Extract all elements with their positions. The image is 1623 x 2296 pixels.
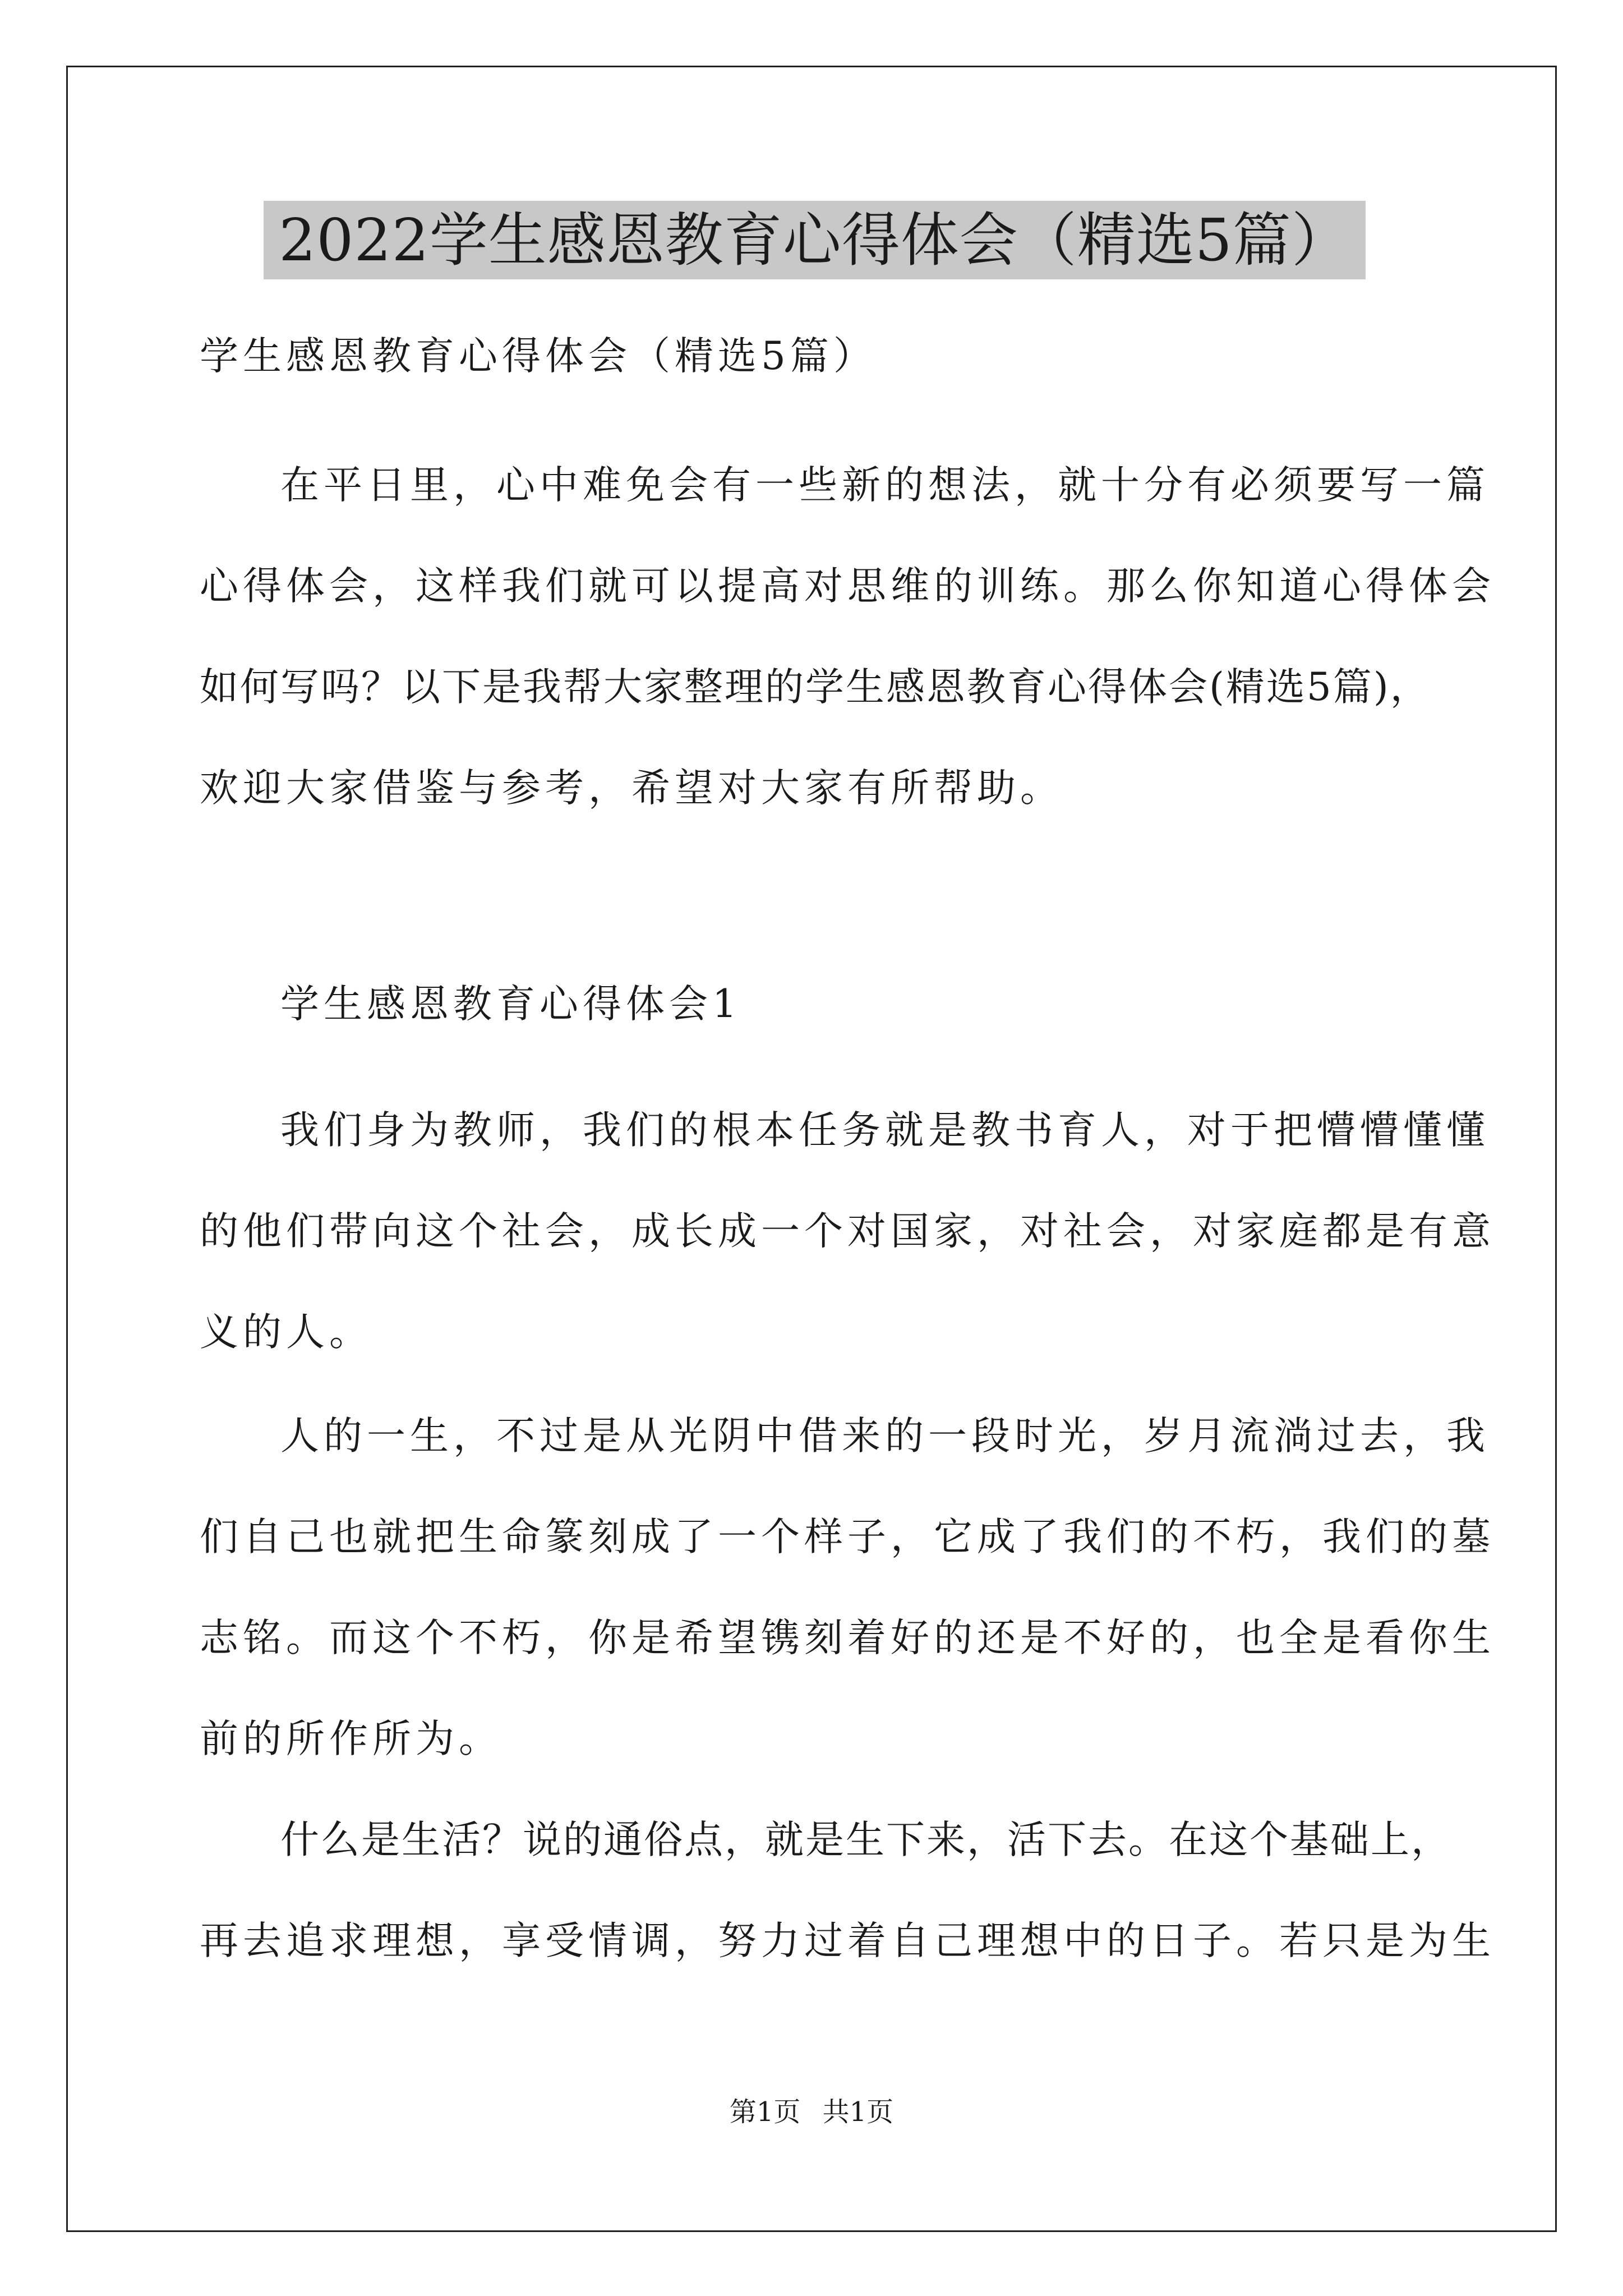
- paragraph-line: 们自己也就把生命篆刻成了一个样子，它成了我们的不朽，我们的墓: [200, 1515, 1495, 1559]
- page-footer: [0, 2095, 1623, 2129]
- paragraph-line: 欢迎大家借鉴与参考，希望对大家有所帮助。: [200, 766, 1063, 811]
- paragraph-line: 如何写吗？以下是我帮大家整理的学生感恩教育心得体会(精选5篇)，: [200, 665, 1431, 710]
- section-heading: 学生感恩教育心得体会1: [280, 982, 741, 1027]
- page-number-current: 第1页: [729, 2096, 801, 2128]
- paragraph-line: 志铭。而这个不朽，你是希望镌刻着好的还是不好的，也全是看你生: [200, 1616, 1495, 1660]
- paragraph-line: 前的所作所为。: [200, 1717, 502, 1761]
- paragraph-line: 我们身为教师，我们的根本任务就是教书育人，对于把懵懵懂懂: [280, 1108, 1490, 1153]
- paragraph-line: 再去追求理想，享受情调，努力过着自己理想中的日子。若只是为生: [200, 1918, 1495, 1963]
- page-number-total: 共1页: [822, 2096, 894, 2128]
- paragraph-line: 的他们带向这个社会，成长成一个对国家，对社会，对家庭都是有意: [200, 1209, 1495, 1254]
- paragraph-line: 心得体会，这样我们就可以提高对思维的训练。那么你知道心得体会: [200, 564, 1495, 609]
- paragraph-line: 在平日里，心中难免会有一些新的想法，就十分有必须要写一篇: [280, 463, 1490, 508]
- paragraph-line: 人的一生，不过是从光阴中借来的一段时光，岁月流淌过去，我: [280, 1414, 1490, 1458]
- paragraph-line: 什么是生活？说的通俗点，就是生下来，活下去。在这个基础上，: [280, 1818, 1451, 1862]
- paragraph-line: 义的人。: [200, 1310, 372, 1355]
- subtitle-line: 学生感恩教育心得体会（精选5篇）: [200, 334, 877, 379]
- document-title: 2022学生感恩教育心得体会（精选5篇）: [264, 201, 1366, 279]
